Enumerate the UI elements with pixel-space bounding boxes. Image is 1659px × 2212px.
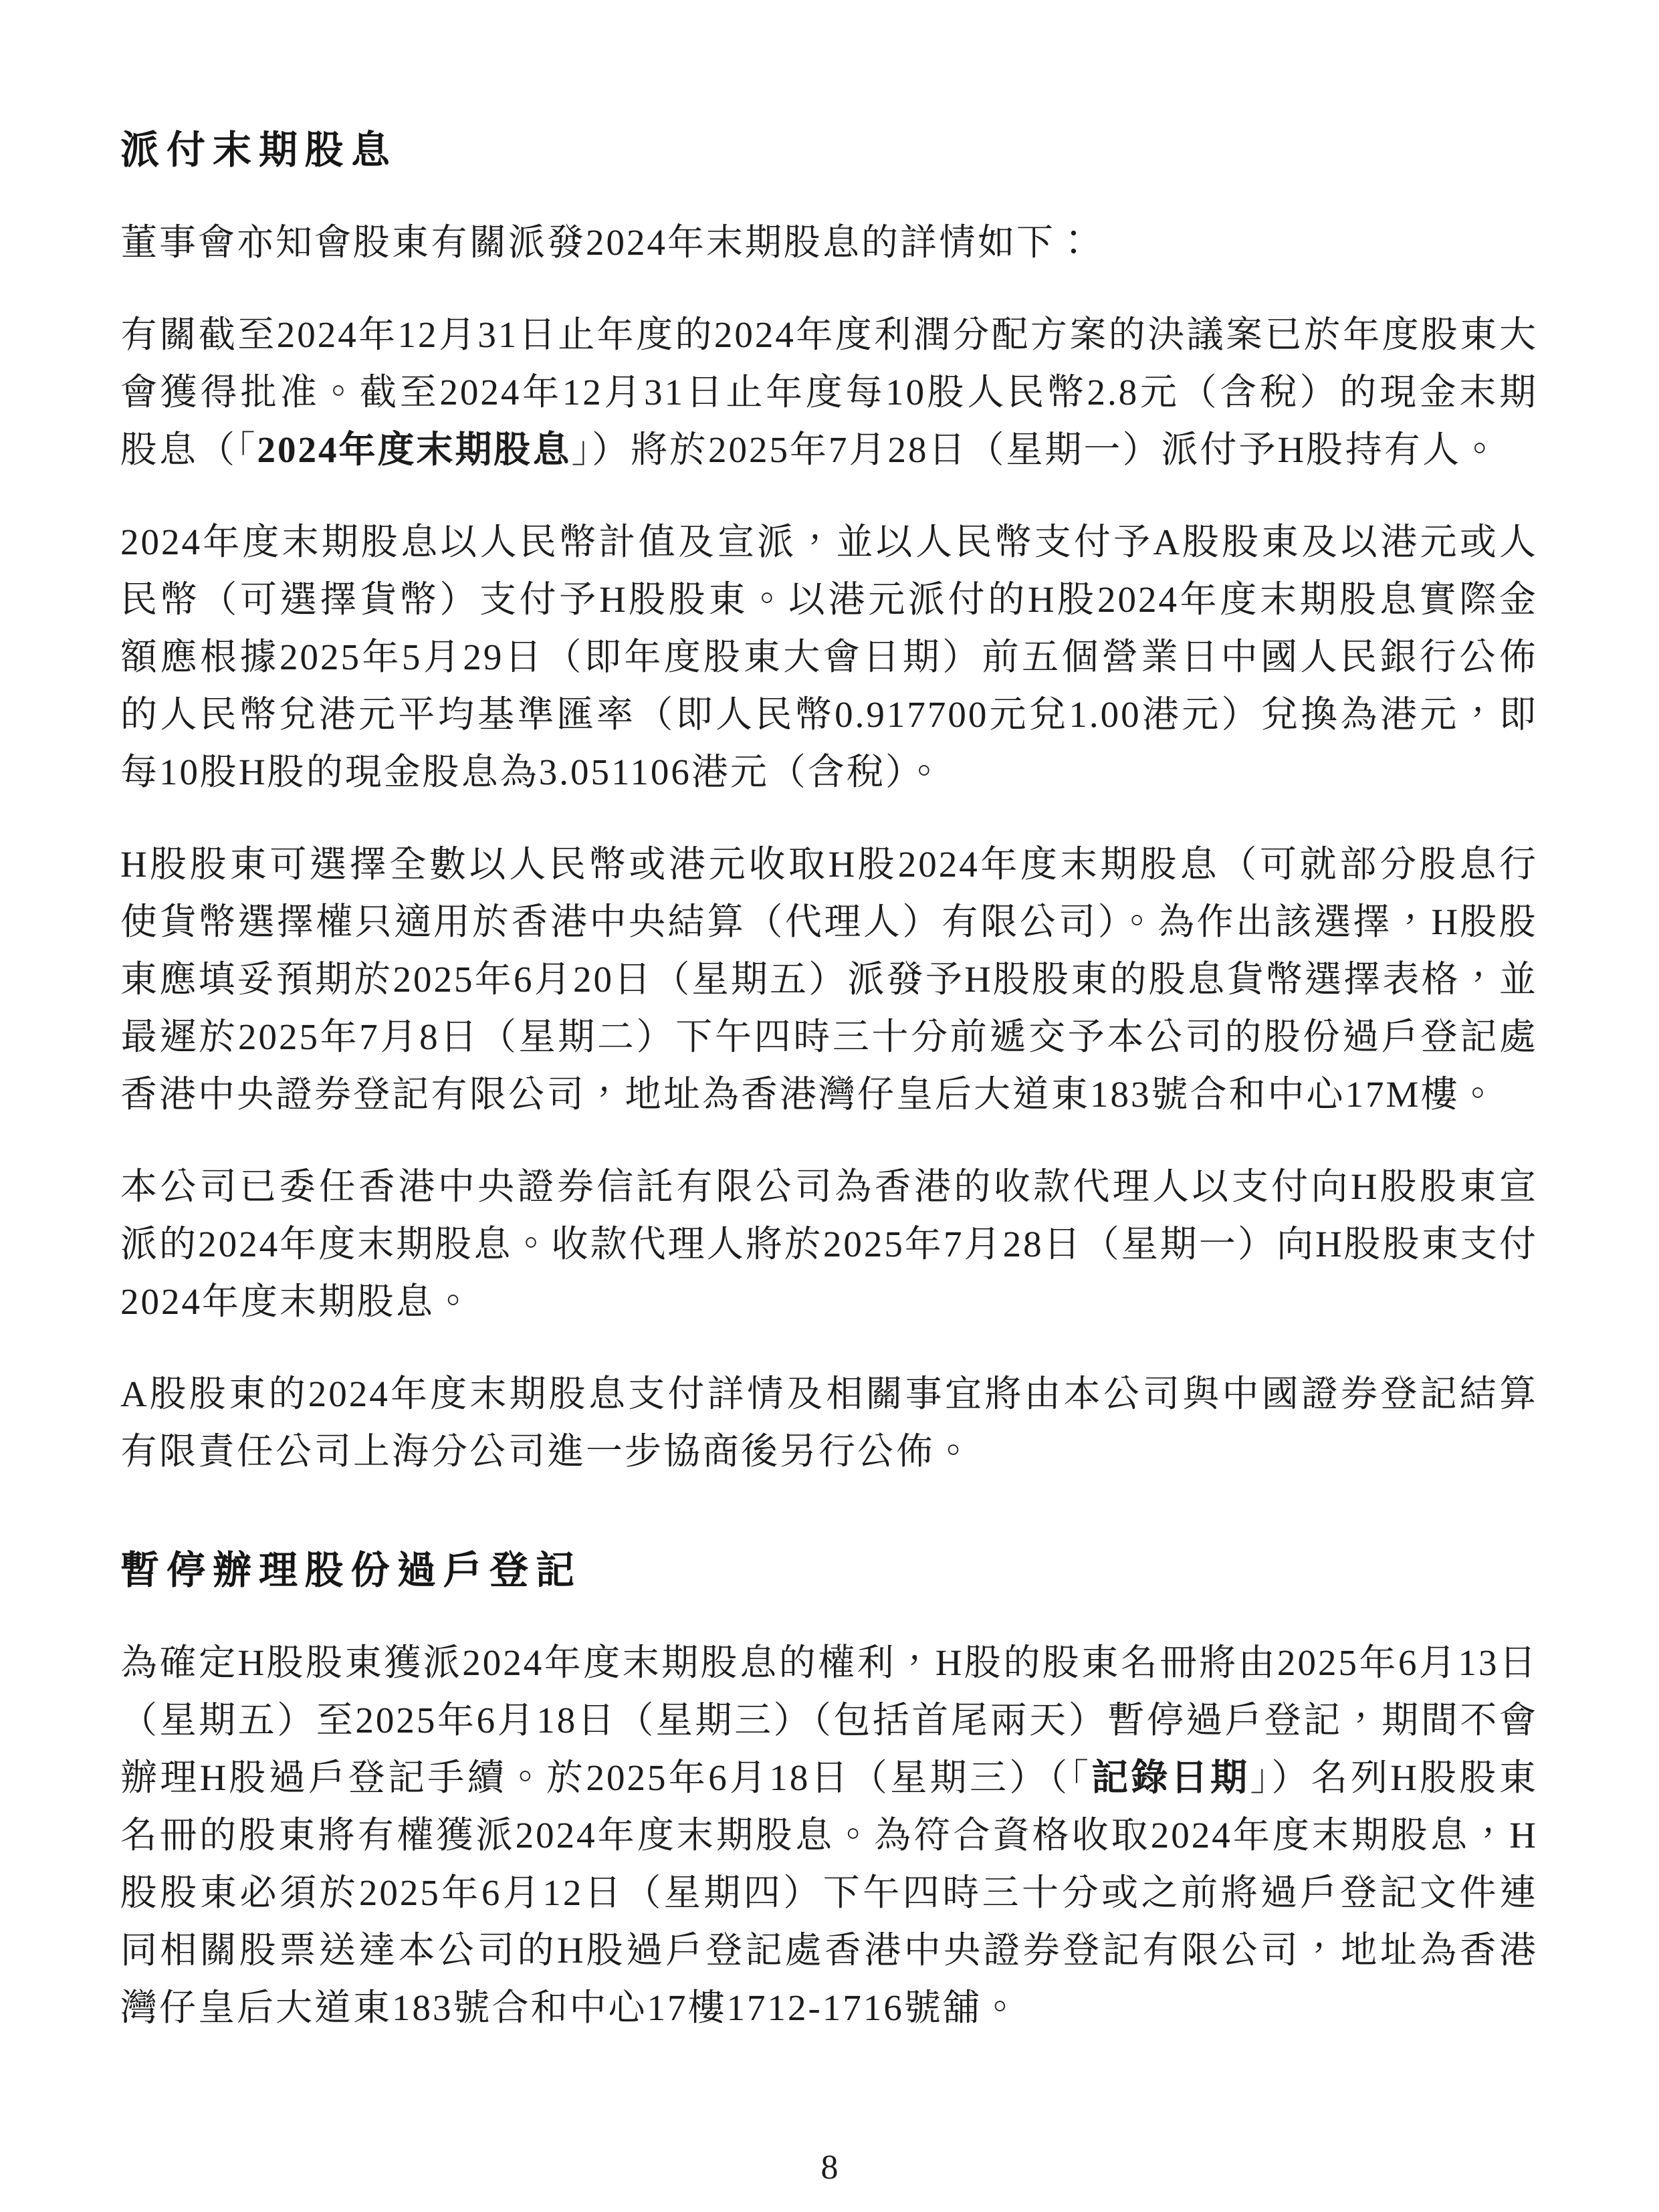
approval-text-after: 」）將於2025年7月28日（星期一）派付予H股持有人。: [571, 429, 1501, 470]
term-record-date: 記錄日期: [1091, 1757, 1250, 1798]
paragraph-a-share-dividend: A股股東的2024年度末期股息支付詳情及相關事宜將由本公司與中國證券登記結算有限責任公司上海分公司進一步協商後另行公佈。: [120, 1373, 1538, 1472]
closure-text-before: 為確定H股股東獲派2024年度末期股息的權利，H股的股東名冊將由2025年6月13日（星期五）至2025年6月18日（星期三）（包括首尾兩天）暫停過戶登記，期間不會辦理H股過戶登記手續。於2025年6月18日（星期三）（「: [120, 1642, 1538, 1798]
paragraph-book-closure: [120, 1634, 1538, 2037]
heading-book-closure: 暫停辦理股份過戶登記: [120, 1549, 582, 1592]
heading-final-dividend-payment: 派付末期股息: [120, 128, 398, 172]
paragraph-dividend-approval: [120, 306, 1538, 479]
term-2024-final-dividend: 2024年度末期股息: [257, 429, 572, 470]
paragraph-dividend-currency-basis: 2024年度末期股息以人民幣計值及宣派，並以人民幣支付予A股股東及以港元或人民幣（可選擇貨幣）支付予H股股東。以港元派付的H股2024年度末期股息實際金額應根據2025年5月29日（即年度股東大會日期）前五個營業日中國人民銀行公佈的人民幣兌港元平均基準匯率（即人民幣0.917700元兌1.00港元）兌換為港元，即每10股H股的現金股息為3.051106港元（含稅）。: [120, 522, 1538, 792]
closure-text-after: 」）名列H股股東名冊的股東將有權獲派2024年度末期股息。為符合資格收取2024年度末期股息，H股股東必須於2025年6月12日（星期四）下午四時三十分或之前將過戶登記文件連同相關股票送達本公司的H股過戶登記處香港中央證券登記有限公司，地址為香港灣仔皇后大道東183號合和中心17樓1712-1716號舖。: [120, 1757, 1538, 2028]
approval-text-before: 有關截至2024年12月31日止年度的2024年度利潤分配方案的決議案已於年度股東大會獲得批准。截至2024年12月31日止年度每10股人民幣2.8元（含稅）的現金末期股息（「: [120, 314, 1538, 470]
paragraph-currency-election: H股股東可選擇全數以人民幣或港元收取H股2024年度末期股息（可就部分股息行使貨幣選擇權只適用於香港中央結算（代理人）有限公司）。為作出該選擇，H股股東應填妥預期於2025年6月20日（星期五）派發予H股股東的股息貨幣選擇表格，並最遲於2025年7月8日（星期二）下午四時三十分前遞交予本公司的股份過戶登記處香港中央證券登記有限公司，地址為香港灣仔皇后大道東183號合和中心17M樓。: [120, 844, 1538, 1115]
paragraph-dividend-intro: 董事會亦知會股東有關派發2024年末期股息的詳情如下：: [120, 222, 1095, 263]
paragraph-receiving-agent: 本公司已委任香港中央證券信託有限公司為香港的收款代理人以支付向H股股東宣派的2024年度末期股息。收款代理人將於2025年7月28日（星期一）向H股股東支付2024年度末期股息。: [120, 1166, 1538, 1322]
page-number: 8: [820, 2148, 839, 2187]
